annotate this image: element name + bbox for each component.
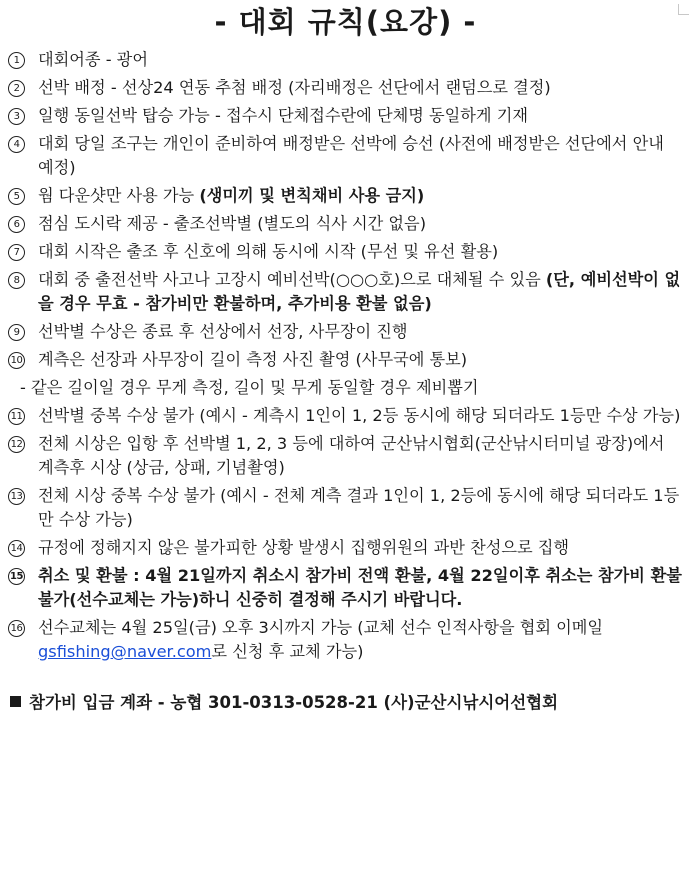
rule-text: 대회 당일 조구는 개인이 준비하여 배정받은 선박에 승선 (사전에 배정받은 선단에서 안내 예정): [38, 134, 664, 177]
rule-text: 대회어종 - 광어: [38, 50, 148, 69]
rule-text: 계측은 선장과 사무장이 길이 측정 사진 촬영 (사무국에 통보): [38, 350, 468, 369]
rule-number-badge: 3: [8, 108, 25, 125]
rule-text: 로 신청 후 교체 가능): [211, 642, 364, 661]
rule-text: 선수교체는 4월 25일(금) 오후 3시까지 가능 (교체 선수 인적사항을 협회 이메일: [38, 618, 604, 637]
email-link[interactable]: gsfishing@naver.com: [38, 642, 212, 661]
rule-number-badge: 10: [8, 352, 25, 369]
rule-number-badge: 9: [8, 324, 25, 341]
rule-text: 선박별 수상은 종료 후 선상에서 선장, 사무장이 진행: [38, 322, 408, 341]
rule-text: 취소 및 환불 : 4월 21일까지 취소시 참가비 전액 환불, 4월 22일이후 취소는 참가비 환불 불가(선수교체는 가능)하니 신중히 결정해 주시기 바랍니다.: [38, 566, 682, 609]
rule-number-badge: 13: [8, 488, 25, 505]
rule-10-note: - 같은 길이일 경우 무게 측정, 길이 및 무게 동일할 경우 제비뽑기: [20, 378, 479, 397]
rule-text: 점심 도시락 제공 - 출조선박별 (별도의 식사 시간 없음): [38, 214, 427, 233]
spacer: [8, 668, 683, 690]
rule-3: [8, 104, 683, 128]
rule-11: [8, 404, 683, 428]
rule-number-badge: 14: [8, 540, 25, 557]
rule-number-badge: 7: [8, 244, 25, 261]
rule-number-badge: 15: [8, 568, 25, 585]
rule-1: [8, 48, 683, 72]
rule-text: 일행 동일선박 탑승 가능 - 접수시 단체접수란에 단체명 동일하게 기재: [38, 106, 528, 125]
rule-7: [8, 240, 683, 264]
rule-text: 규정에 정해지지 않은 불가피한 상황 발생시 집행위원의 과반 찬성으로 집행: [38, 538, 570, 557]
rule-text: 선박별 중복 수상 불가 (예시 - 계측시 1인이 1, 2등 동시에 해당 되더라도 1등만 수상 가능): [38, 406, 681, 425]
rule-text: 대회 중 출전선박 사고나 고장시 예비선박(○○○호)으로 대체될 수 있음: [38, 270, 541, 289]
page-title: - 대회 규칙(요강) -: [214, 5, 477, 39]
rule-text: 선박 배정 - 선상24 연동 추첨 배정 (자리배정은 선단에서 랜덤으로 결정): [38, 78, 551, 97]
rule-13: [8, 484, 683, 532]
rule-15: [8, 564, 683, 612]
page-corner-mark: [678, 4, 689, 15]
rule-bold-note: (생미끼 및 변칙채비 사용 금지): [199, 186, 425, 205]
rule-text: 웜 다운샷만 사용 가능: [38, 186, 200, 205]
rule-16: [8, 616, 683, 664]
rule-10: [8, 348, 683, 372]
rule-6: [8, 212, 683, 236]
rule-number-badge: 4: [8, 136, 25, 153]
rule-number-badge: 16: [8, 620, 25, 637]
rule-2: [8, 76, 683, 100]
rule-number-badge: 11: [8, 408, 25, 425]
rule-number-badge: 5: [8, 188, 25, 205]
rule-number-badge: 1: [8, 52, 25, 69]
rule-14: [8, 536, 683, 560]
rule-5: [8, 184, 683, 208]
rule-12: [8, 432, 683, 480]
bank-account-text: 참가비 입금 계좌 - 농협 301-0313-0528-21 (사)군산시낚시어선협회: [29, 693, 559, 712]
bank-account-footer: [8, 690, 683, 716]
rule-text: 전체 시상 중복 수상 불가 (예시 - 전체 계측 결과 1인이 1, 2등에 동시에 해당 되더라도 1등만 수상 가능): [38, 486, 680, 529]
rule-number-badge: 8: [8, 272, 25, 289]
rule-8: [8, 268, 683, 316]
regulations-page: [0, 2, 693, 887]
rule-4: [8, 132, 683, 180]
rule-text: 전체 시상은 입항 후 선박별 1, 2, 3 등에 대하여 군산낚시협회(군산낚시터미널 광장)에서 계측후 시상 (상금, 상패, 기념촬영): [38, 434, 665, 477]
square-bullet-icon: [10, 696, 21, 707]
rule-number-badge: 12: [8, 436, 25, 453]
rule-bold-note: (단, 예비선박이 없을 경우 무효 - 참가비만 환불하며, 추가비용 환불 없음): [38, 270, 681, 313]
rule-text: 대회 시작은 출조 후 신호에 의해 동시에 시작 (무선 및 유선 활용): [38, 242, 499, 261]
rule-number-badge: 6: [8, 216, 25, 233]
rule-9: [8, 320, 683, 344]
rule-number-badge: 2: [8, 80, 25, 97]
